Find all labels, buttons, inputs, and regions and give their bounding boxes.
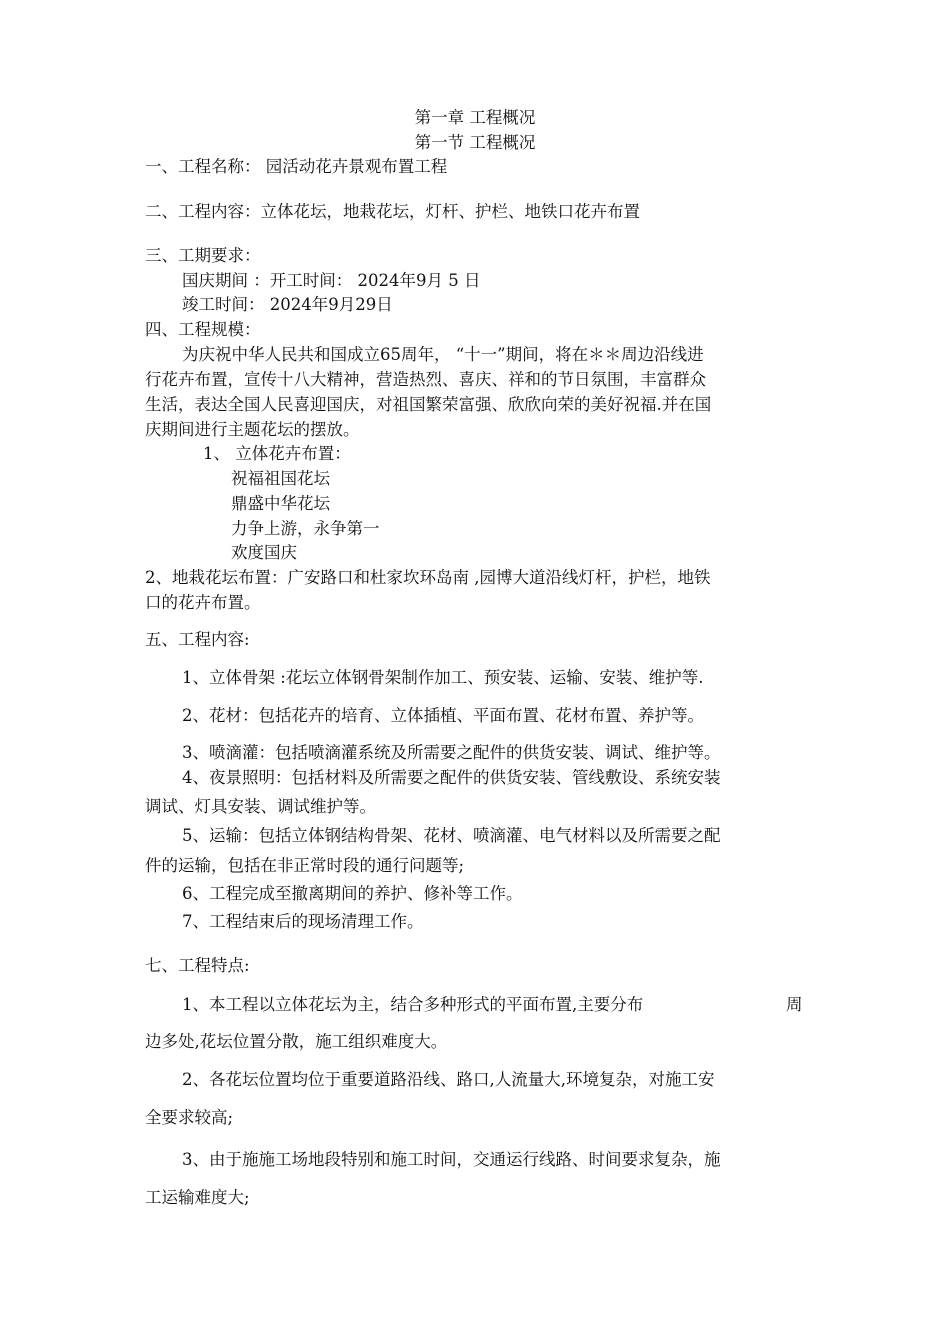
feature-item-continued: 全要求较高; (145, 1108, 234, 1127)
project-name-line: 一、工程名称： 园活动花卉景观布置工程 (145, 157, 448, 176)
feature-item: 3、由于施施工场地段特别和施工时间，交通运行线路、时间要求复杂，施 (182, 1150, 721, 1169)
scale-paragraph-line: 为庆祝中华人民共和国成立65周年， “十一”期间，将在＊＊周边沿线进 (182, 345, 704, 364)
end-date-line: 竣工时间： 2024年9月29日 (182, 295, 393, 314)
chapter-title: 第一章 工程概况 (414, 108, 536, 127)
feature-item-continued: 工运输难度大; (145, 1188, 250, 1207)
list-item: 祝福祖国花坛 (231, 469, 330, 488)
content-heading: 五、工程内容: (145, 630, 250, 649)
content-item: 5、运输：包括立体钢结构骨架、花材、喷滴灌、电气材料以及所需要之配 (182, 826, 721, 845)
scale-paragraph-line: 生活，表达全国人民喜迎国庆，对祖国繁荣富强、欣欣向荣的美好祝福.并在国 (145, 395, 712, 414)
project-content-line: 二、工程内容：立体花坛，地栽花坛，灯杆、护栏、地铁口花卉布置 (145, 202, 640, 221)
feature-item: 1、本工程以立体花坛为主，结合多种形式的平面布置,主要分布 (182, 995, 644, 1014)
scale-paragraph-line: 庆期间进行主题花坛的摆放。 (145, 420, 360, 439)
section-title: 第一节 工程概况 (414, 133, 536, 152)
content-item-continued: 调试、灯具安装、调试维护等。 (145, 797, 376, 816)
feature-item-continued: 边多处,花坛位置分散，施工组织难度大。 (145, 1032, 448, 1051)
content-item: 2、花材：包括花卉的培育、立体插植、平面布置、花材布置、养护等。 (182, 706, 704, 725)
content-item: 7、工程结束后的现场清理工作。 (182, 912, 424, 931)
list-item: 鼎盛中华花坛 (231, 494, 330, 513)
content-item: 6、工程完成至撤离期间的养护、修补等工作。 (182, 884, 523, 903)
feature-item: 2、各花坛位置均位于重要道路沿线、路口,人流量大,环境复杂，对施工安 (182, 1070, 715, 1089)
content-item: 1、立体骨架 :花坛立体钢骨架制作加工、预安装、运输、安装、维护等. (182, 668, 704, 687)
paragraph-line: 2、地栽花坛布置：广安路口和杜家坎环岛南 ,园博大道沿线灯杆，护栏，地铁 (145, 568, 711, 587)
content-item: 3、喷滴灌：包括喷滴灌系统及所需要之配件的供货安装、调试、维护等。 (182, 743, 721, 762)
content-item-continued: 件的运输，包括在非正常时段的通行问题等; (145, 856, 465, 875)
scale-paragraph-line: 行花卉布置，宣传十八大精神，营造热烈、喜庆、祥和的节日氛围，丰富群众 (145, 370, 706, 389)
list-item: 欢度国庆 (231, 543, 297, 562)
list-item: 力争上游，永争第一 (231, 519, 380, 538)
feature-item-fragment: 周 (786, 995, 803, 1014)
list-heading: 1、 立体花卉布置： (203, 444, 351, 463)
paragraph-line: 口的花卉布置。 (145, 593, 261, 612)
scale-heading: 四、工程规模： (145, 320, 261, 339)
schedule-heading: 三、工期要求： (145, 246, 261, 265)
content-item: 4、夜景照明：包括材料及所需要之配件的供货安装、管线敷设、系统安装 (182, 768, 721, 787)
start-date-line: 国庆期间 ：开工时间： 2024年9月 5 日 (182, 271, 481, 290)
features-heading: 七、工程特点: (145, 956, 250, 975)
